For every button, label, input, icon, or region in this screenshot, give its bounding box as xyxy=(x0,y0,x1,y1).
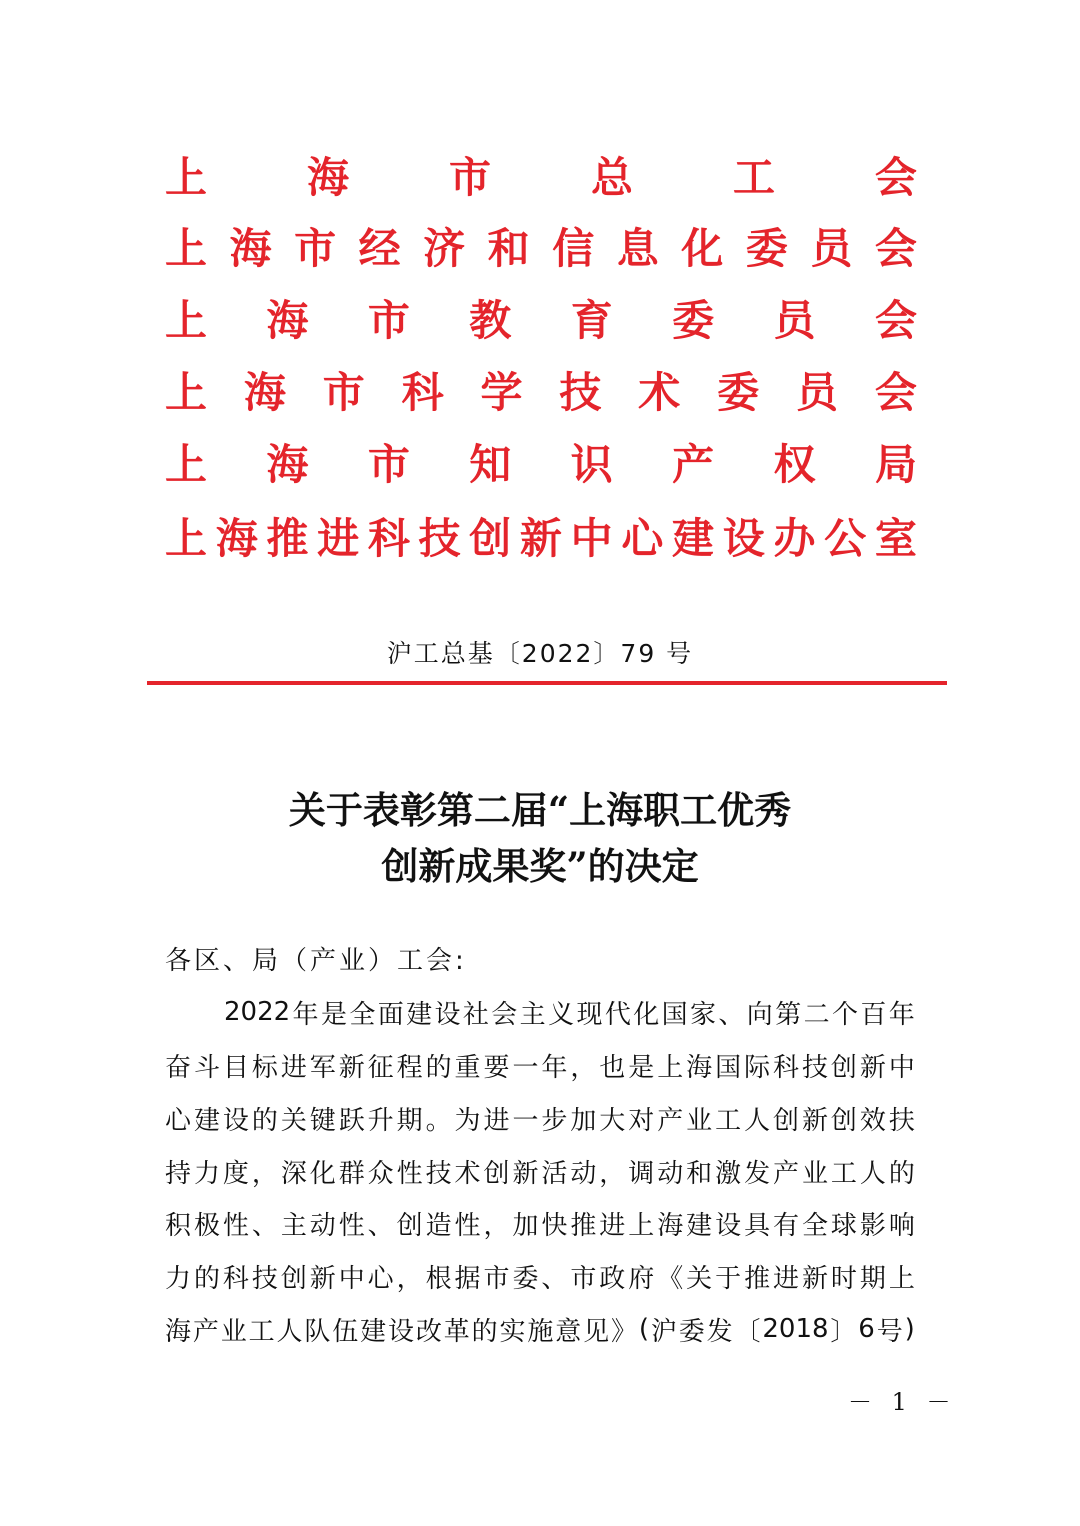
body-line-6: 力 的 科 技 创 新 中 心 ， 根 据 市 委 、 市 政 府 《 关 于 推 进 新 时 期 上 xyxy=(165,1263,915,1294)
page-number: － 1 － xyxy=(848,1388,957,1416)
salutation: 各区、局（产业）工会: xyxy=(165,946,467,976)
org-line-5: 上 海 市 知 识 产 权 局 xyxy=(165,440,917,489)
title-line-1: 关于表彰第二届“上海职工优秀 xyxy=(288,788,792,832)
document-title xyxy=(0,782,1080,894)
body-line-3: 心 建 设 的 关 键 跃 升 期 。 为 进 一 步 加 大 对 产 业 工 人 创 新 创 效 扶 xyxy=(165,1105,915,1136)
org-line-6: 上 海 推 进 科 技 创 新 中 心 建 设 办 公 室 xyxy=(165,514,917,563)
org-line-4: 上 海 市 科 学 技 术 委 员 会 xyxy=(165,368,917,417)
org-line-3: 上 海 市 教 育 委 员 会 xyxy=(165,296,917,345)
org-line-1: 上 海 市 总 工 会 xyxy=(165,153,917,202)
body-line-7: 海 产 业 工 人 队 伍 建 设 改 革 的 实 施 意 见 》 ( 沪 委 发 〔 2018 〕 6 号 ) xyxy=(165,1314,915,1347)
body-line-2: 奋 斗 目 标 进 军 新 征 程 的 重 要 一 年 ， 也 是 上 海 国 际 科 技 创 新 中 xyxy=(165,1052,915,1083)
red-divider xyxy=(147,681,947,685)
title-line-2: 创新成果奖”的决定 xyxy=(381,844,699,888)
org-line-2: 上 海 市 经 济 和 信 息 化 委 员 会 xyxy=(165,224,917,273)
body-line-1: 2022 年 是 全 面 建 设 社 会 主 义 现 代 化 国 家 、 向 第 二 个 百 年 xyxy=(224,997,915,1030)
body-line-5: 积 极 性 、 主 动 性 、 创 造 性 ， 加 快 推 进 上 海 建 设 具 有 全 球 影 响 xyxy=(165,1210,915,1241)
document-number: 沪工总基〔2022〕79 号 xyxy=(386,639,694,668)
body-line-4: 持 力 度 ， 深 化 群 众 性 技 术 创 新 活 动 ， 调 动 和 激 发 产 业 工 人 的 xyxy=(165,1158,915,1189)
